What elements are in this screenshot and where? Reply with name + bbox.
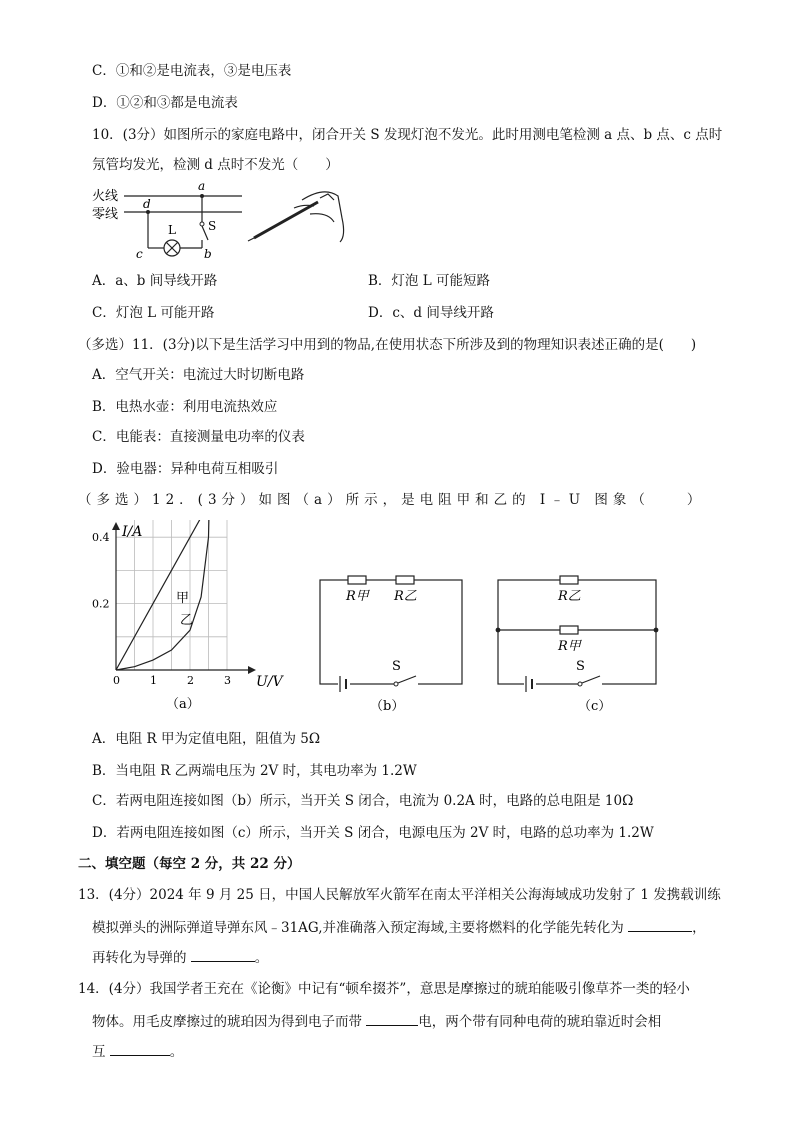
q10-circuit-figure [88,178,358,262]
x-tick-label: 1 [150,674,157,687]
switch-c-label: S [576,659,585,674]
q12-option-b: B．当电阻 R 乙两端电压为 2V 时，其电功率为 1.2W [92,763,417,779]
x-tick-label: 2 [187,674,194,687]
q10-stem-line2: 氖管均发光，检测 d 点时不发光（ ） [92,157,339,173]
resistor-mid-label: R甲 [558,639,581,654]
switch-b-label: S [392,659,401,674]
figure-c-caption: （c） [578,699,612,714]
chart-grid [116,520,227,670]
resistor-jia-label: R甲 [346,589,369,604]
q13-line3 [92,948,268,967]
y-tick-label: 0.2 [92,597,110,611]
figure-b-caption: （b） [370,699,405,714]
neutral-wire-label: 零线 [92,207,119,222]
q13-line3-text: 再转化为导弹的 [92,950,187,966]
q12-iu-chart [88,520,298,716]
x-axis-label: U/V [256,674,283,690]
q14-line2-text-a: 物体。用毛皮摩擦过的琥珀因为得到电子而带 [92,1014,362,1030]
x-tick-label: 0 [113,674,120,687]
point-b-label: b [204,247,212,261]
q9-option-c: C．①和②是电流表，③是电压表 [92,63,292,79]
y-axis-arrow [112,522,120,530]
q14-line3-end: 。 [169,1044,184,1060]
q13-line1: 13．(4分）2024 年 9 月 25 日，中国人民解放军火箭军在南太平洋相关公海海域成功发射了 1 发携载训练 [78,887,721,903]
q11-option-d: D．验电器：异种电荷互相吸引 [92,461,279,477]
live-wire-label: 火线 [92,189,119,204]
y-axis-label: I/A [122,524,143,540]
switch-label: S [208,219,217,233]
q14-line2-text-b: 电，两个带有同种电荷的琥珀靠近时会相 [418,1014,662,1030]
q12-figure-b-series-circuit [312,568,472,718]
x-tick-label: 3 [224,674,231,687]
q13-blank-1[interactable] [628,918,692,932]
test-pen-icon [248,192,344,242]
resistor-jia-mid [560,626,578,634]
q10-option-b: B．灯泡 L 可能短路 [368,273,490,289]
resistor-yi-label: R乙 [394,589,417,604]
q12-figure-c-parallel-circuit [490,568,668,718]
q10-option-d: D．c、d 间导线开路 [368,305,494,321]
resistor-top-label: R乙 [558,589,581,604]
section-2-title: 二、填空题（每空 2 分，共 22 分） [78,856,301,872]
q14-line1: 14．(4分）我国学者王充在《论衡》中记有“顿牟掇芥”，意思是摩擦过的琥珀能吸引像草芥一类的轻小 [78,981,690,997]
resistor-yi [396,576,414,584]
x-axis-arrow [248,666,256,674]
q14-line3 [92,1042,183,1061]
point-d-label: d [143,197,151,211]
series-yi-line [116,520,210,670]
circuit-b-frame [320,580,462,684]
resistor-jia [348,576,366,584]
q9-option-d: D．①②和③都是电流表 [92,95,238,111]
q14-line3-text: 互 [92,1044,106,1060]
q11-option-a: A．空气开关：电流过大时切断电路 [92,367,305,383]
q13-line3-end: 。 [254,950,269,966]
q12-option-c: C．若两电阻连接如图（b）所示，当开关 S 闭合，电流为 0.2A 时，电路的总电阻是 10Ω [92,793,634,809]
figure-a-caption: （a） [166,697,200,712]
series-jia-label: 甲 [176,591,190,606]
q10-option-a: A．a、b 间导线开路 [92,273,218,289]
resistor-yi-top [560,576,578,584]
q11-stem: （多选）11．(3分)以下是生活学习中用到的物品,在使用状态下所涉及到的物理知识表述正确的是( ) [78,337,697,353]
q12-option-a: A．电阻 R 甲为定值电阻，阻值为 5Ω [92,731,321,747]
q13-line2-end: ， [692,920,706,936]
bulb-label: L [168,223,176,237]
q11-option-c: C．电能表：直接测量电功率的仪表 [92,429,305,445]
point-a-label: a [198,179,206,193]
q12-option-d: D．若两电阻连接如图（c）所示，当开关 S 闭合，电源电压为 2V 时，电路的总功率为 1.2W [92,825,654,841]
series-yi-label: 乙 [180,613,194,628]
q14-blank-1[interactable] [366,1012,418,1026]
q10-stem-line1: 10．(3分）如图所示的家庭电路中，闭合开关 S 发现灯泡不发光。此时用测电笔检测 a 点、b 点、c 点时 [92,127,723,143]
q13-blank-2[interactable] [191,948,255,962]
q13-line2-text: 模拟弹头的洲际弹道导弹东风﹣31AG,并准确落入预定海域,主要将燃料的化学能先转化为 [92,920,624,936]
y-tick-label: 0.4 [92,531,110,545]
q10-option-c: C．灯泡 L 可能开路 [92,305,215,321]
q11-option-b: B．电热水壶：利用电流热效应 [92,399,278,415]
point-c-label: c [136,247,143,261]
q13-line2 [92,918,706,937]
q12-stem: （多选）12．(3分）如图（a）所示，是电阻甲和乙的 I﹣U 图象（ ） [78,492,706,508]
q14-blank-2[interactable] [110,1042,170,1056]
q14-line2 [92,1012,661,1031]
